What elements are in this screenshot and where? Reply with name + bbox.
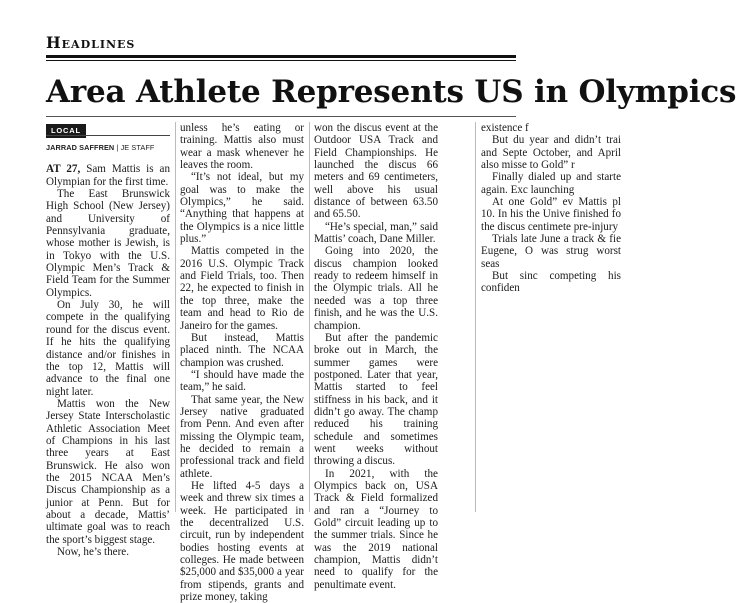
paragraph: Trials late June a track & fie Eugene, O was strug worst seas	[481, 233, 621, 270]
paragraph: At one Gold” ev Mattis pl 10. In his the Unive finished fo the discus centimete pre-injury	[481, 196, 621, 233]
paragraph-text: Sam Mattis is an Olympian for the first time.	[46, 163, 171, 188]
paragraph	[46, 163, 170, 188]
paragraph: Going into 2020, the discus champion looked ready to redeem himself in the Olympic trials. All he needed was a top three finish, and he was the U.S. champion.	[314, 245, 438, 332]
section-tag-local: LOCAL	[46, 124, 86, 138]
paragraph: But after the pandemic broke out in March, the summer games were postponed. Later that year, Mattis started to feel stiffness in his back, and it didn’t go away. The champ reduced his training schedule and sometimes went weeks without throwing a discus.	[314, 331, 438, 468]
article-column-3	[314, 122, 438, 591]
byline: JARRAD SAFFREN | JE STAFF	[46, 143, 155, 152]
section-heading: Headlines	[46, 33, 136, 52]
byline-role: JE STAFF	[120, 143, 155, 152]
section-rule-thick	[46, 55, 516, 58]
paragraph: won the discus event at the Outdoor USA Track and Field Championships. He launched the discus 66 meters and 69 centimeters, well above his usual distance of between 63.50 and 65.50.	[314, 122, 438, 221]
lead-words: AT 27,	[46, 163, 81, 176]
column-divider	[309, 122, 310, 512]
paragraph: That same year, the New Jersey native graduated from Penn. And even after missing the Olympic team, he decided to remain a professional track and field athlete.	[180, 393, 304, 480]
paragraph: The East Brunswick High School (New Jersey) and University of Pennsylvania graduate, whose mother is Jewish, is in Tokyo with the U.S. Olympic Men’s Track & Field Team for the Summer Olympics.	[46, 188, 170, 299]
paragraph: “He’s special, man,” said Mattis’ coach, Dane Miller.	[314, 220, 438, 246]
article-headline: Area Athlete Represents US in Olympics	[46, 74, 736, 110]
paragraph: Now, he’s there.	[57, 546, 129, 558]
paragraph: But sinc competing his confiden	[481, 270, 621, 295]
byline-author: JARRAD SAFFREN	[46, 143, 115, 152]
paragraph: But du year and didn’t trai and Septe October, and April also misse to Gold” r	[481, 134, 621, 172]
headline-rule	[46, 116, 516, 117]
article-column-1	[46, 122, 170, 558]
column-divider	[175, 122, 176, 512]
section-rule-thin	[46, 60, 516, 61]
paragraph: “I should have made the team,” he said.	[180, 368, 304, 394]
paragraph: “It’s not ideal, but my goal was to make the Olympics,” he said. “Anything that happens at the Olympics is a nice little plus.”	[180, 171, 304, 246]
paragraph: But instead, Mattis placed ninth. The NCAA champion was crushed.	[180, 331, 304, 369]
article-column-2	[180, 122, 304, 603]
paragraph: On July 30, he will compete in the qualifying round for the discus event. If he hits the qualifying distance and/or finishes in the top 12, Mattis will advance to the final one night later.	[46, 299, 170, 398]
paragraph: unless he’s eating or training. Mattis also must wear a mask whenever he leaves the room.	[180, 122, 304, 172]
section-tag-row	[46, 122, 170, 142]
paragraph: Mattis won the New Jersey State Interscholastic Athletic Association Meet of Champions in his last three years at East Brunswick. He also won the 2015 NCAA Men’s Discus Championship as a junior at Penn. But for about a decade, Mattis’ ultimate goal was to reach the sport’s biggest stage.	[46, 397, 170, 546]
paragraph: Finally dialed up and starte again. Exc launching	[481, 171, 621, 196]
column-divider	[475, 122, 476, 512]
article-column-4-cropped	[481, 122, 621, 295]
paragraph: Mattis competed in the 2016 U.S. Olympic Track and Field Trials, too. Then 22, he expected to finish in the top three, make the team and head to Rio de Janeiro for the games.	[180, 245, 304, 332]
paragraph: In 2021, with the Olympics back on, USA Track & Field formalized and ran a “Journey to Gold” circuit leading up to the summer trials. Since he was the 2019 national champion, Mattis didn’t need to qualify for the penultimate event.	[314, 467, 438, 591]
tag-rule	[46, 135, 170, 136]
paragraph: existence f	[481, 122, 529, 134]
paragraph: He lifted 4-5 days a week and threw six times a week. He participated in the decentralized U.S. circuit, run by independent bodies hosting events at colleges. He made between $25,000 and $35,000 a year from stipends, grants and prize money, taking	[180, 479, 304, 603]
